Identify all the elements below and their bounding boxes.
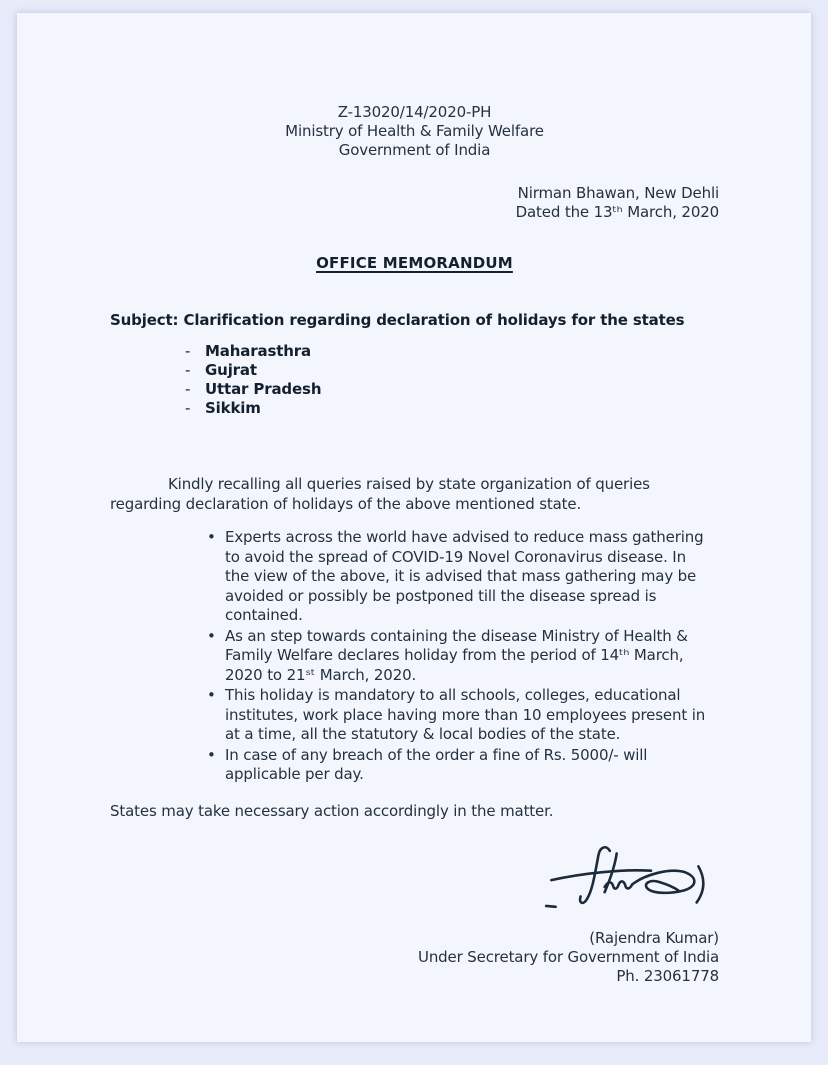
state-list-item: - Sikkim [185,399,719,418]
signature-icon [541,837,713,925]
bullet-item: • Experts across the world have advised to reduce mass gathering to avoid the spread of COVID-19 Novel Coronavirus disease. In the view of the above, it is advised that mass gathering may be avoided or possibly be postponed till the disease spread is contained. [207,528,712,626]
memo-document [17,13,811,1042]
closing-line: States may take necessary action accordingly in the matter. [110,801,554,820]
memo-title: OFFICE MEMORANDUM [316,254,513,272]
subject-line: Subject: Clarification regarding declaration of holidays for the states [110,311,685,329]
government-name: Government of India [338,141,491,159]
letterhead [110,103,719,160]
state-list-item: - Uttar Pradesh [185,380,719,399]
memo-bullet-list [207,528,712,785]
signatory-phone: Ph. 23061778 [616,966,719,985]
signatory-name: (Rajendra Kumar) [589,928,719,947]
bullet-item: • As an step towards containing the disease Ministry of Health & Family Welfare declares holiday from the period of 14ᵗʰ March, 2020 to 21ˢᵗ March, 2020. [207,627,712,686]
state-list-item: - Gujrat [185,361,719,380]
signature-block [110,837,719,986]
signatory-title: Under Secretary for Government of India [417,947,719,966]
reference-number: Z-13020/14/2020-PH [337,103,492,121]
bullet-item: • This holiday is mandatory to all schools, colleges, educational institutes, work place having more than 10 employees present in at a time, all the statutory & local bodies of the state. [207,686,712,745]
place-line: Nirman Bhawan, New Dehli [517,184,719,202]
state-list-item: - Maharasthra [185,342,719,361]
bullet-item: • In case of any breach of the order a fine of Rs. 5000/- will applicable per day. [207,746,712,785]
intro-paragraph: Kindly recalling all queries raised by state organization of queries regarding declaration of holidays of the above mentioned state. [110,475,650,513]
place-date-block [110,184,719,222]
date-line: Dated the 13ᵗʰ March, 2020 [515,203,719,221]
ministry-name: Ministry of Health & Family Welfare [285,122,544,140]
states-list [185,342,719,418]
